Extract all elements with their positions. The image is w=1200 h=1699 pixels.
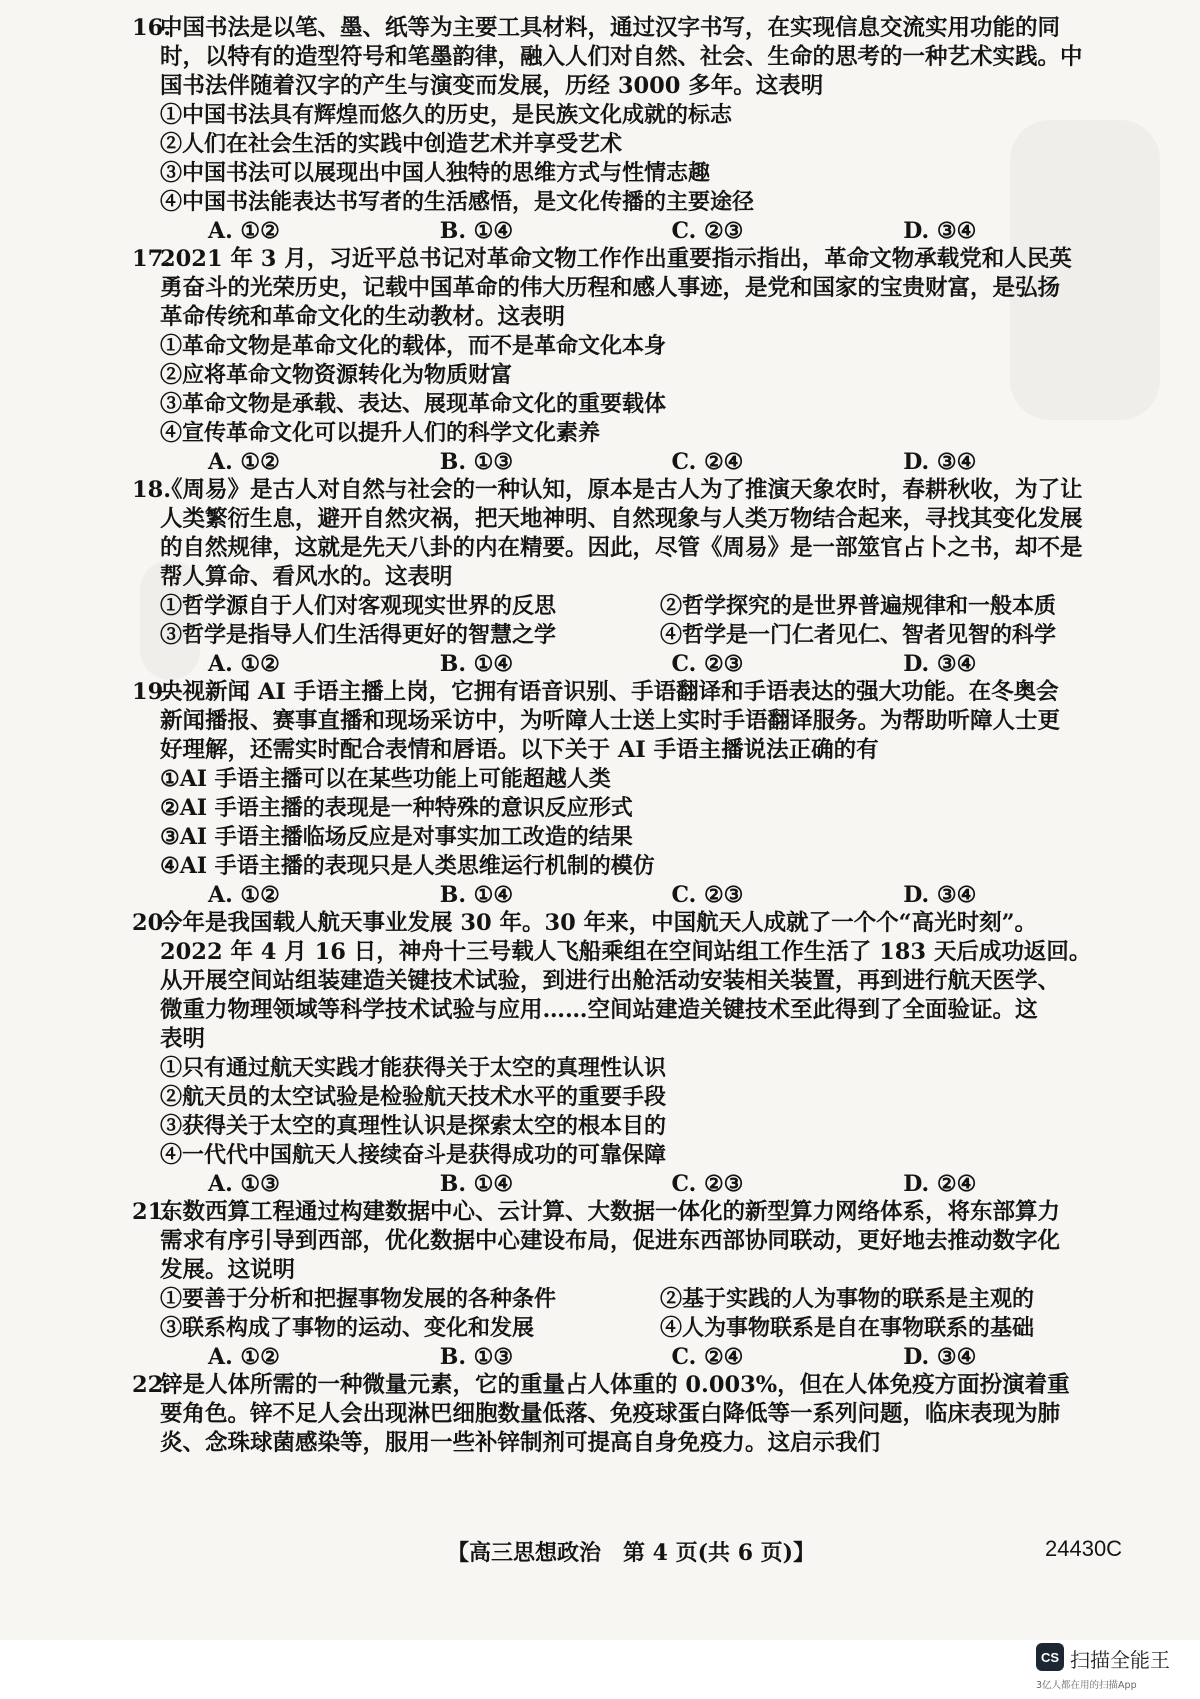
statement-3: ③AI 手语主播临场反应是对事实加工改造的结果 <box>160 824 633 850</box>
stem-line: 表明 <box>160 1026 206 1052</box>
statement-4: ④中国书法能表达书写者的生活感悟，是文化传播的主要途径 <box>160 189 755 215</box>
stem-line: 中国书法是以笔、墨、纸等为主要工具材料，通过汉字书写，在实现信息交流实用功能的同 <box>160 15 1061 41</box>
choice-d[interactable]: D. ③④ <box>903 651 977 677</box>
statement-4: ④哲学是一门仁者见仁、智者见智的科学 <box>660 622 1057 648</box>
stem-line: 革命传统和革命文化的生动教材。这表明 <box>160 304 566 330</box>
choice-d[interactable]: D. ③④ <box>903 882 977 908</box>
question-21 <box>132 1198 1135 1371</box>
choice-a[interactable]: A. ①② <box>208 218 280 244</box>
stem-line: 勇奋斗的光荣历史，记载中国革命的伟大历程和感人事迹，是党和国家的宝贵财富，是弘扬 <box>160 275 1061 301</box>
statement-2: ②AI 手语主播的表现是一种特殊的意识反应形式 <box>160 795 633 821</box>
statement-4: ④AI 手语主播的表现只是人类思维运行机制的模仿 <box>160 853 655 879</box>
choice-b[interactable]: B. ①④ <box>439 1171 514 1197</box>
statement-row <box>160 1285 1135 1314</box>
answer-choices <box>160 217 1135 245</box>
stem-line: 要角色。锌不足人会出现淋巴细胞数量低落、免疫球蛋白降低等一系列问题，临床表现为肺 <box>160 1401 1061 1427</box>
choice-c[interactable]: C. ②③ <box>671 651 744 677</box>
stem-line: 需求有序引导到西部，优化数据中心建设布局，促进东西部协同联动，更好地去推动数字化 <box>160 1228 1061 1254</box>
answer-choices <box>160 650 1135 678</box>
statement-2: ②应将革命文物资源转化为物质财富 <box>160 362 513 388</box>
statement-3: ③革命文物是承载、表达、展现革命文化的重要载体 <box>160 391 667 417</box>
page-footer <box>0 1536 1200 1570</box>
choice-c[interactable]: C. ②④ <box>671 449 744 475</box>
choice-d[interactable]: D. ②④ <box>903 1171 977 1197</box>
choice-c[interactable]: C. ②③ <box>671 1171 744 1197</box>
statement-3: ③联系构成了事物的运动、变化和发展 <box>160 1315 535 1341</box>
stem-line: 发展。这说明 <box>160 1257 296 1283</box>
question-list <box>132 14 1135 1458</box>
statement-2: ②基于实践的人为事物的联系是主观的 <box>660 1286 1035 1312</box>
stem-line: 2021 年 3 月，习近平总书记对革命文物工作作出重要指示指出，革命文物承载党和人民英 <box>160 246 1072 272</box>
choice-d[interactable]: D. ③④ <box>903 449 977 475</box>
stem-line: 微重力物理领域等科学技术试验与应用……空间站建造关键技术至此得到了全面验证。这 <box>160 997 1038 1023</box>
question-stem <box>132 245 1135 332</box>
statement-1: ①只有通过航天实践才能获得关于太空的真理性认识 <box>160 1055 667 1081</box>
stem-line: 国书法伴随着汉字的产生与演变而发展，历经 3000 多年。这表明 <box>160 73 824 99</box>
choice-b[interactable]: B. ①③ <box>439 1344 514 1370</box>
question-stem <box>132 678 1135 765</box>
answer-choices <box>160 448 1135 476</box>
camscanner-logo-icon: CS <box>1036 1643 1064 1671</box>
statement-2: ②航天员的太空试验是检验航天技术水平的重要手段 <box>160 1084 667 1110</box>
stem-line: 央视新闻 AI 手语主播上岗，它拥有语音识别、手语翻译和手语表达的强大功能。在冬奥会 <box>160 679 1059 705</box>
stem-line: 的自然规律，这就是先天八卦的内在精要。因此，尽管《周易》是一部筮官占卜之书，却不是 <box>160 535 1083 561</box>
statement-1: ①中国书法具有辉煌而悠久的历史，是民族文化成就的标志 <box>160 102 733 128</box>
question-stem <box>132 14 1135 101</box>
choice-b[interactable]: B. ①④ <box>439 651 514 677</box>
footer-title: 【高三思想政治 第 4 页(共 6 页)】 <box>447 1540 816 1566</box>
stem-line: 新闻播报、赛事直播和现场采访中，为听障人士送上实时手语翻译服务。为帮助听障人士更 <box>160 708 1061 734</box>
question-number: 17. <box>132 246 172 272</box>
scanner-watermark <box>1036 1641 1196 1695</box>
choice-c[interactable]: C. ②④ <box>671 1344 744 1370</box>
statement-4: ④宣传革命文化可以提升人们的科学文化素养 <box>160 420 601 446</box>
statement-1: ①AI 手语主播可以在某些功能上可能超越人类 <box>160 766 611 792</box>
statement-3: ③哲学是指导人们生活得更好的智慧之学 <box>160 622 557 648</box>
choice-c[interactable]: C. ②③ <box>671 882 744 908</box>
choice-a[interactable]: A. ①② <box>208 882 280 908</box>
choice-b[interactable]: B. ①④ <box>439 882 514 908</box>
question-number: 20. <box>132 910 172 936</box>
statement-4: ④一代代中国航天人接续奋斗是获得成功的可靠保障 <box>160 1142 667 1168</box>
question-stem <box>132 1198 1135 1285</box>
statement-1: ①要善于分析和把握事物发展的各种条件 <box>160 1286 557 1312</box>
answer-choices <box>160 881 1135 909</box>
question-number: 18. <box>132 477 172 503</box>
answer-choices <box>160 1170 1135 1198</box>
question-number: 16. <box>132 15 172 41</box>
statement-3: ③中国书法可以展现出中国人独特的思维方式与性情志趣 <box>160 160 711 186</box>
question-number: 19. <box>132 679 172 705</box>
statement-1: ①革命文物是革命文化的载体，而不是革命文化本身 <box>160 333 667 359</box>
choice-a[interactable]: A. ①② <box>208 1344 280 1370</box>
choice-a[interactable]: A. ①② <box>208 651 280 677</box>
stem-line: 《周易》是古人对自然与社会的一种认知，原本是古人为了推演天象农时，春耕秋收，为了让 <box>160 477 1083 503</box>
choice-b[interactable]: B. ①③ <box>439 449 514 475</box>
stem-line: 2022 年 4 月 16 日，神舟十三号载人飞船乘组在空间站组工作生活了 183 天后成功返回。 <box>160 939 1092 965</box>
question-17 <box>132 245 1135 476</box>
statement-3: ③获得关于太空的真理性认识是探索太空的根本目的 <box>160 1113 667 1139</box>
question-stem <box>132 1371 1135 1458</box>
choice-d[interactable]: D. ③④ <box>903 1344 977 1370</box>
question-18 <box>132 476 1135 678</box>
stem-line: 今年是我国载人航天事业发展 30 年。30 年来，中国航天人成就了一个个“高光时刻”。 <box>160 910 1038 936</box>
brand-tagline: 3亿人都在用的扫描App <box>1036 1680 1137 1691</box>
statement-1: ①哲学源自于人们对客观现实世界的反思 <box>160 593 557 619</box>
statement-row <box>160 592 1135 621</box>
stem-line: 锌是人体所需的一种微量元素，它的重量占人体重的 0.003%，但在人体免疫方面扮演着重 <box>160 1372 1070 1398</box>
question-number: 21. <box>132 1199 172 1225</box>
stem-line: 好理解，还需实时配合表情和唇语。以下关于 AI 手语主播说法正确的有 <box>160 737 879 763</box>
statement-row <box>160 621 1135 650</box>
question-16 <box>132 14 1135 245</box>
stem-line: 炎、念珠球菌感染等，服用一些补锌制剂可提高自身免疫力。这启示我们 <box>160 1430 881 1456</box>
question-number: 22. <box>132 1372 172 1398</box>
statement-2: ②人们在社会生活的实践中创造艺术并享受艺术 <box>160 131 623 157</box>
stem-line: 时，以特有的造型符号和笔墨韵律，融入人们对自然、社会、生命的思考的一种艺术实践。中 <box>160 44 1083 70</box>
stem-line: 从开展空间站组装建造关键技术试验，到进行出舱活动安装相关装置，再到进行航天医学、 <box>160 968 1061 994</box>
choice-a[interactable]: A. ①③ <box>208 1171 280 1197</box>
stem-line: 帮人算命、看风水的。这表明 <box>160 564 453 590</box>
exam-code: 24430C <box>1045 1536 1123 1561</box>
stem-line: 东数西算工程通过构建数据中心、云计算、大数据一体化的新型算力网络体系，将东部算力 <box>160 1199 1061 1225</box>
choice-d[interactable]: D. ③④ <box>903 218 977 244</box>
question-stem <box>132 476 1135 592</box>
stem-line: 人类繁衍生息，避开自然灾祸，把天地神明、自然现象与人类万物结合起来，寻找其变化发展 <box>160 506 1083 532</box>
question-stem <box>132 909 1135 1054</box>
question-22 <box>132 1371 1135 1458</box>
question-20 <box>132 909 1135 1198</box>
statement-row <box>160 1314 1135 1343</box>
statement-2: ②哲学探究的是世界普遍规律和一般本质 <box>660 593 1057 619</box>
choice-a[interactable]: A. ①② <box>208 449 280 475</box>
brand-name: 扫描全能王 <box>1070 1648 1170 1672</box>
choice-c[interactable]: C. ②③ <box>671 218 744 244</box>
statement-4: ④人为事物联系是自在事物联系的基础 <box>660 1315 1035 1341</box>
choice-b[interactable]: B. ①④ <box>439 218 514 244</box>
answer-choices <box>160 1343 1135 1371</box>
question-19 <box>132 678 1135 909</box>
